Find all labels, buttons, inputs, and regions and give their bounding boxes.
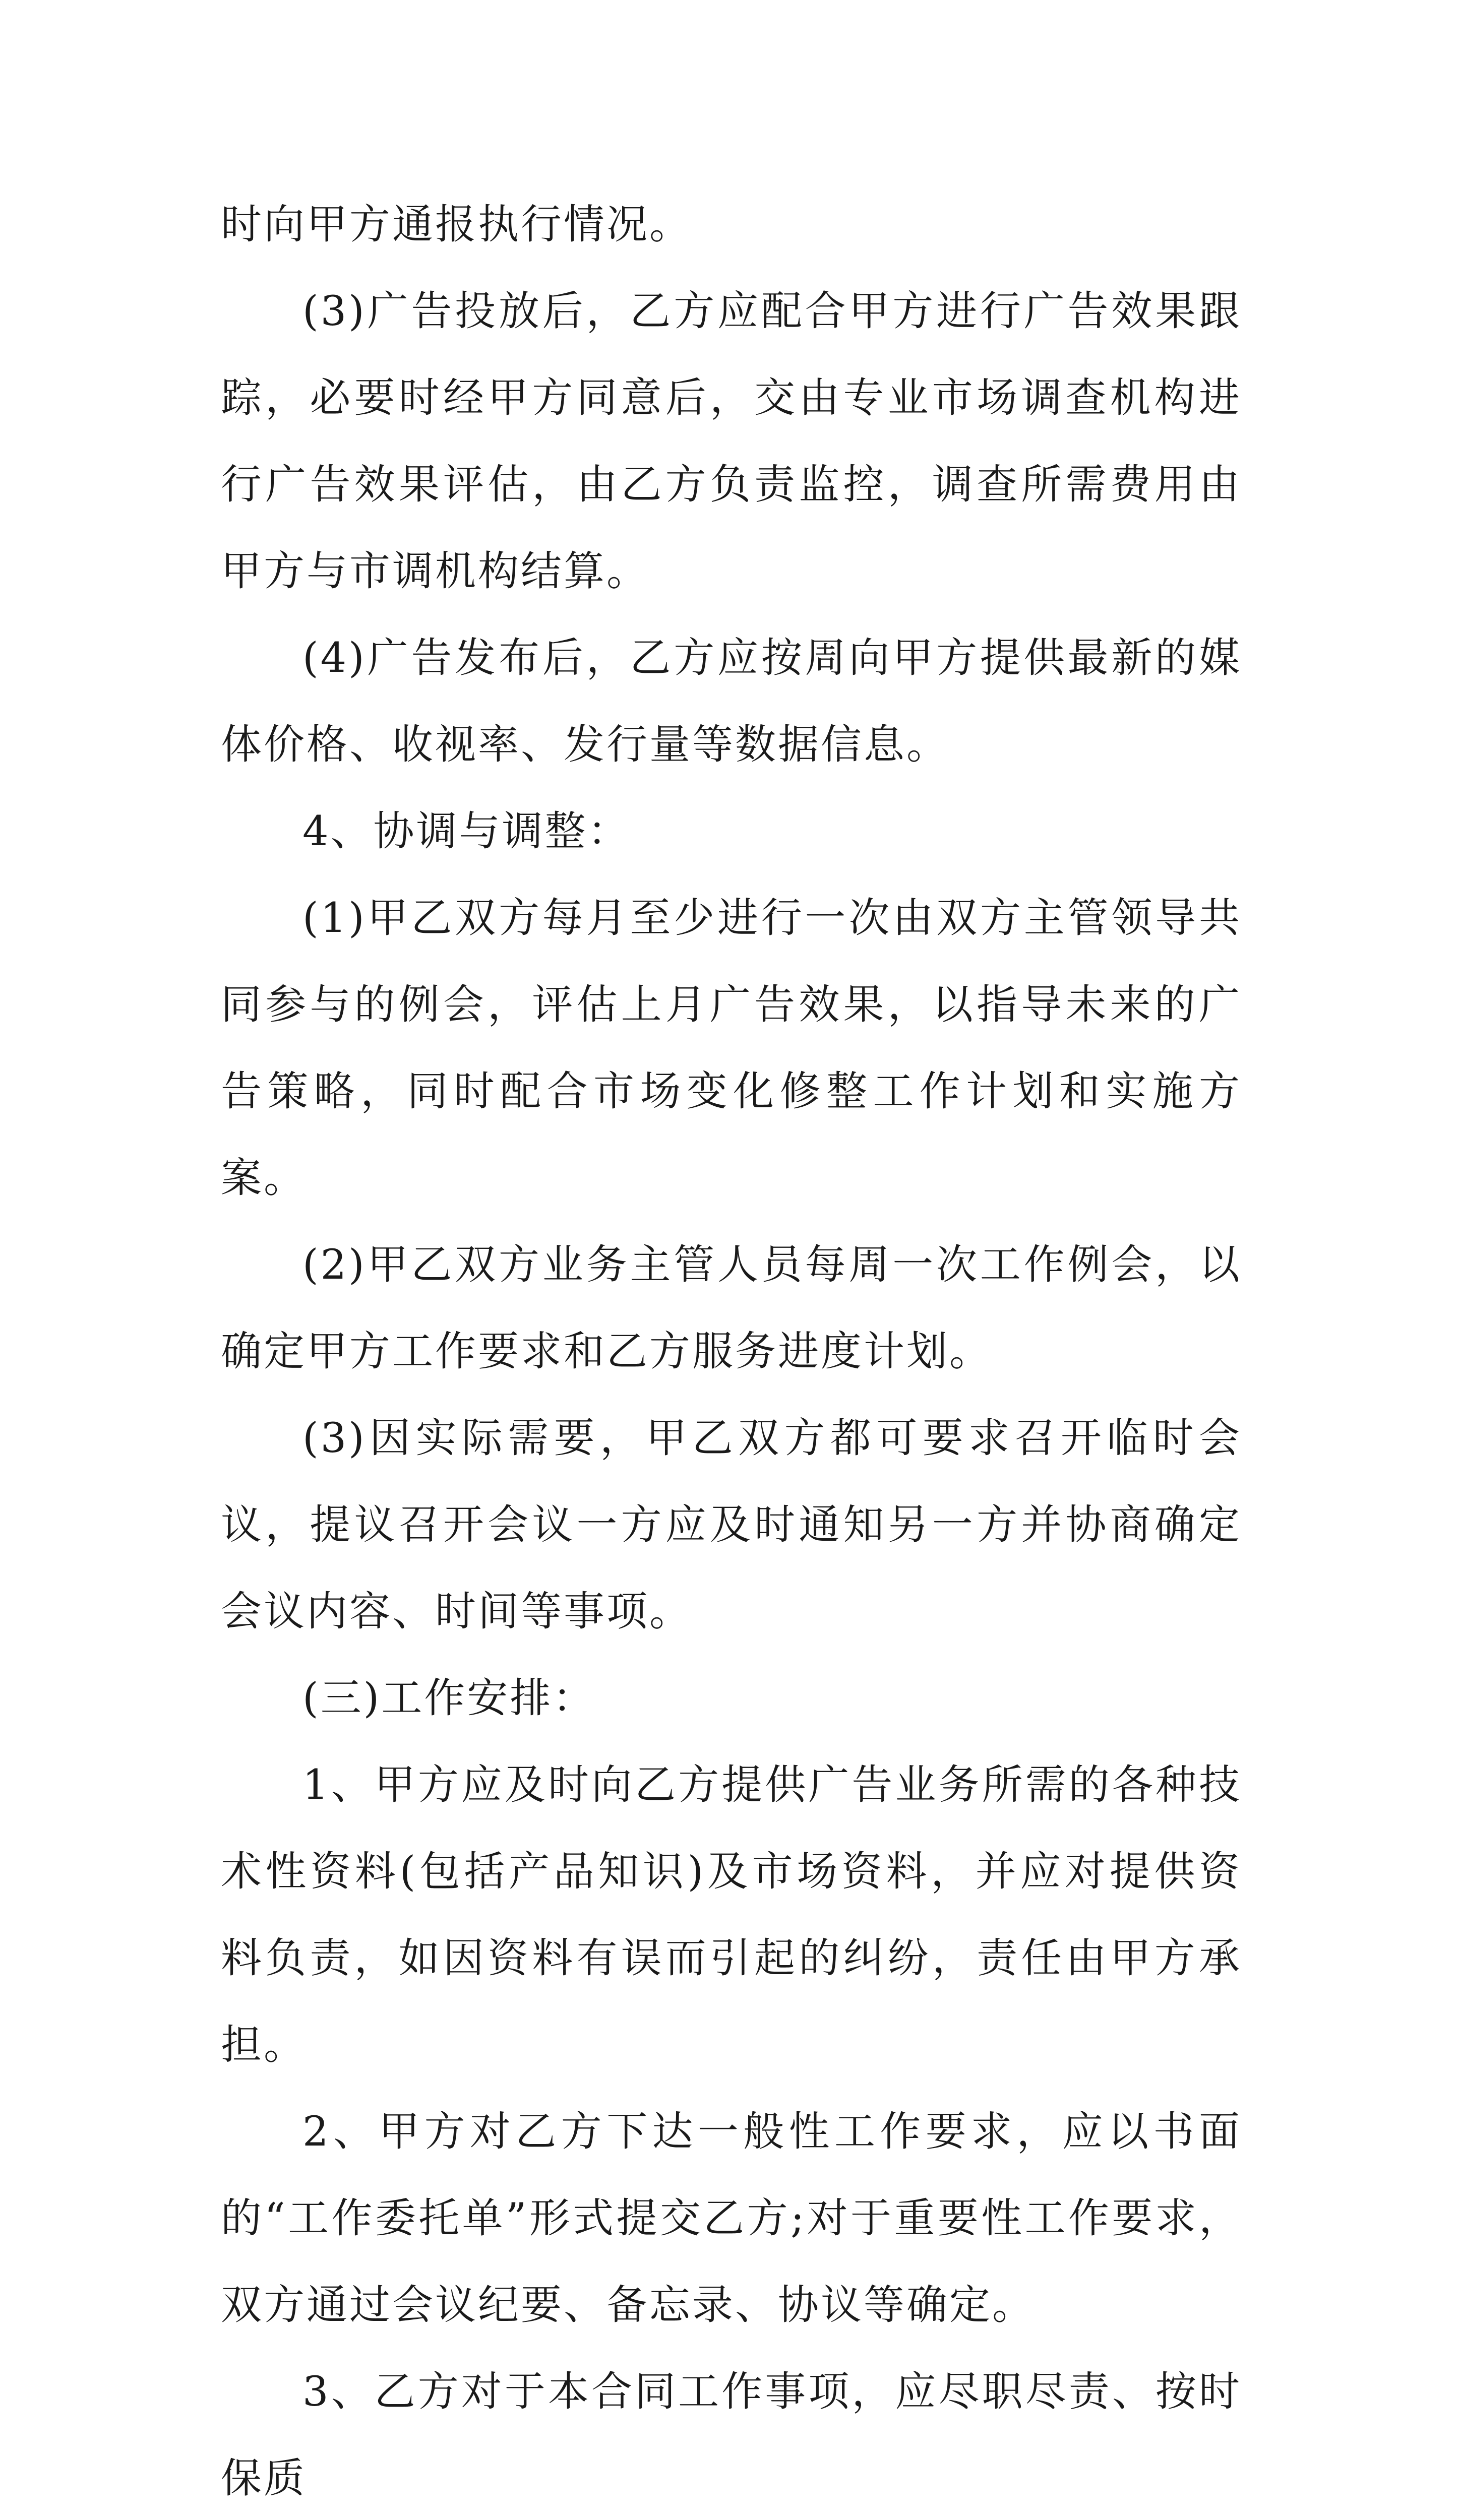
paragraph-11: 3、乙方对于本合同工作事项，应尽职尽责、按时保质 — [221, 2368, 1242, 2502]
paragraph-6: (2)甲乙双方业务主管人员每周一次工作例会，以确定甲方工作要求和乙方服务进度计划。 — [221, 1241, 1242, 1375]
paragraph-3: (4)广告发布后，乙方应按周向甲方提供最新的媒体价格、收视率、发行量等数据信息。 — [221, 635, 1242, 769]
paragraph-2: (3)广告投放后，乙方应配合甲方进行广告效果跟踪，必要时经甲方同意后，交由专业市场调查机构进行广告效果评估，由乙方负责监控，调查所需费用由甲方与市调机构结算。 — [221, 288, 1242, 595]
paragraph-10: 2、甲方对乙方下达一般性工作要求，应以书面的“工作委托单”形式提交乙方;对于重要性工作要求，双方通过会议纪要、备忘录、协议等确定。 — [221, 2108, 1242, 2329]
paragraph-5: (1)甲乙双方每月至少进行一次由双方主管领导共同参与的例会，评估上月广告效果，以指导未来的广告策略，同时配合市场变化修整工作计划和实施方案。 — [221, 895, 1242, 1202]
paragraph-1: 时向甲方通报执行情况。 — [221, 201, 693, 248]
paragraph-4: 4、协调与调整： — [302, 808, 631, 855]
document-body — [221, 181, 1242, 2520]
paragraph-8: (三)工作安排： — [302, 1675, 596, 1722]
paragraph-9: 1、甲方应及时向乙方提供广告业务所需的各种技术性资料(包括产品知识)及市场资料，并应对提供资料负责，如因资料有误而引起的纠纷，责任由甲方承担。 — [221, 1761, 1242, 2069]
paragraph-7: (3)因实际需要，甲乙双方都可要求召开临时会议，提议召开会议一方应及时通知另一方并协商确定会议内容、时间等事项。 — [221, 1415, 1242, 1635]
